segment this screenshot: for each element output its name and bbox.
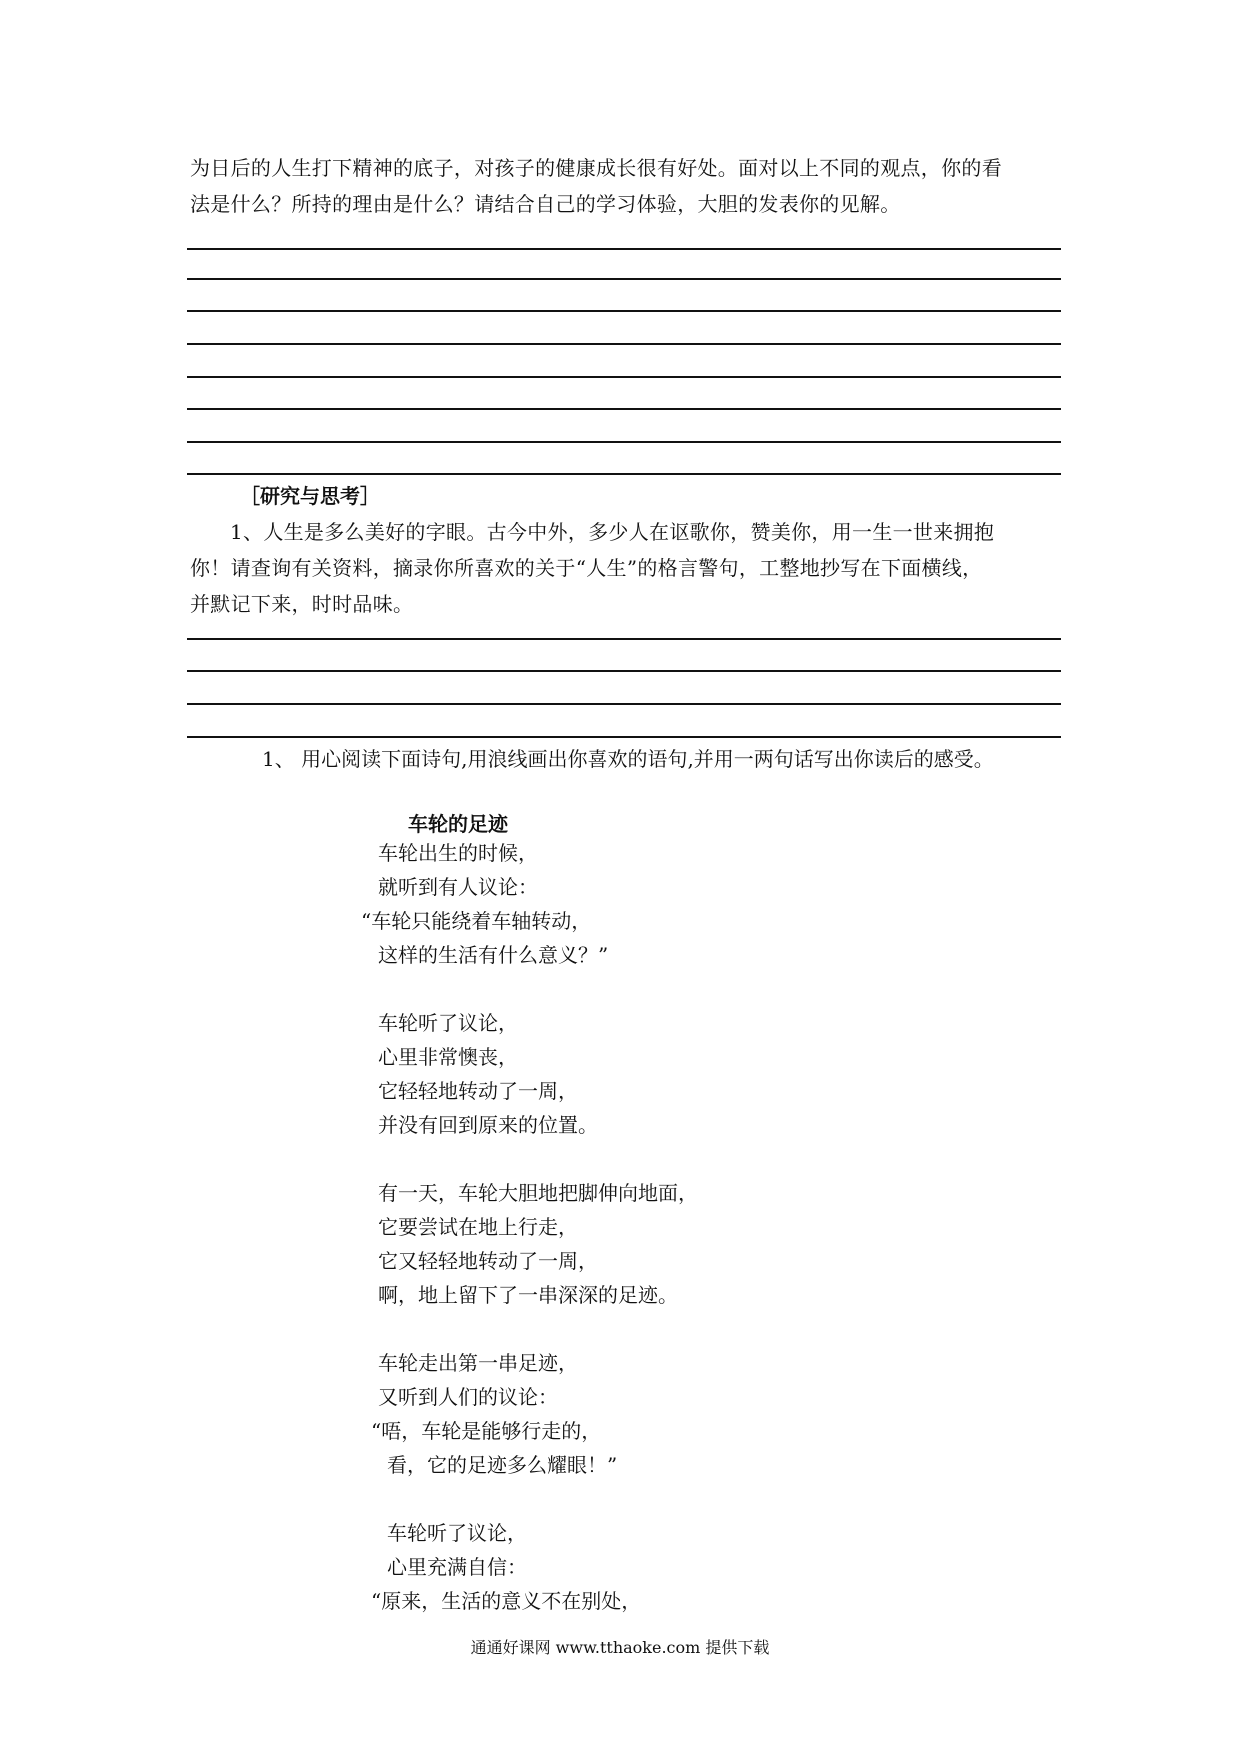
answer-line	[187, 670, 1061, 672]
poem-line: 又听到人们的议论：	[378, 1385, 558, 1409]
question-1-line: 1、人生是多么美好的字眼。古今中外，多少人在讴歌你，赞美你，用一生一世来拥抱	[230, 520, 995, 544]
answer-line	[187, 473, 1061, 475]
poem-line: 看，它的足迹多么耀眼！”	[387, 1453, 618, 1477]
poem-line: 它又轻轻地转动了一周，	[378, 1249, 598, 1273]
poem-line: “唔，车轮是能够行走的，	[371, 1419, 602, 1443]
answer-line	[187, 408, 1061, 410]
answer-line	[187, 638, 1061, 640]
poem-line: “原来，生活的意义不在别处，	[371, 1589, 642, 1613]
poem-line: 车轮走出第一串足迹，	[378, 1351, 578, 1375]
poem-line: 心里充满自信：	[387, 1555, 527, 1579]
poem-line: 啊，地上留下了一串深深的足迹。	[378, 1283, 678, 1307]
question-2: 1、 用心阅读下面诗句,用浪线画出你喜欢的语句,并用一两句话写出你读后的感受。	[262, 747, 994, 771]
poem-line: 并没有回到原来的位置。	[378, 1113, 598, 1137]
intro-paragraph	[190, 150, 1062, 222]
answer-line	[187, 343, 1061, 345]
poem-title: 车轮的足迹	[408, 812, 508, 836]
question-1-line: 你！请查询有关资料，摘录你所喜欢的关于“人生”的格言警句，工整地抄写在下面横线，	[190, 556, 983, 580]
poem-line: 心里非常懊丧，	[378, 1045, 518, 1069]
page-footer: 通通好课网 www.tthaoke.com 提供下载	[470, 1638, 770, 1657]
intro-line: 为日后的人生打下精神的底子，对孩子的健康成长很有好处。面对以上不同的观点，你的看	[190, 156, 1002, 180]
poem-line: 车轮出生的时候，	[378, 841, 538, 865]
poem-line: 就听到有人议论：	[378, 875, 538, 899]
poem-line: 有一天，车轮大胆地把脚伸向地面，	[378, 1181, 698, 1205]
poem-line: 车轮听了议论，	[387, 1521, 527, 1545]
poem-line: 它轻轻地转动了一周，	[378, 1079, 578, 1103]
poem-line: “车轮只能绕着车轴转动，	[361, 909, 592, 933]
answer-line	[187, 278, 1061, 280]
answer-line	[187, 310, 1061, 312]
poem-line: 这样的生活有什么意义？”	[378, 943, 609, 967]
poem-line: 车轮听了议论，	[378, 1011, 518, 1035]
question-1	[190, 514, 1062, 622]
answer-line	[187, 441, 1061, 443]
answer-line	[187, 736, 1061, 738]
answer-line	[187, 248, 1061, 250]
poem-line: 它要尝试在地上行走，	[378, 1215, 578, 1239]
intro-line: 法是什么？所持的理由是什么？请结合自己的学习体验，大胆的发表你的见解。	[190, 192, 901, 216]
answer-line	[187, 703, 1061, 705]
section-title: ［研究与思考］	[240, 484, 380, 508]
answer-line	[187, 376, 1061, 378]
question-1-line: 并默记下来，时时品味。	[190, 592, 414, 616]
